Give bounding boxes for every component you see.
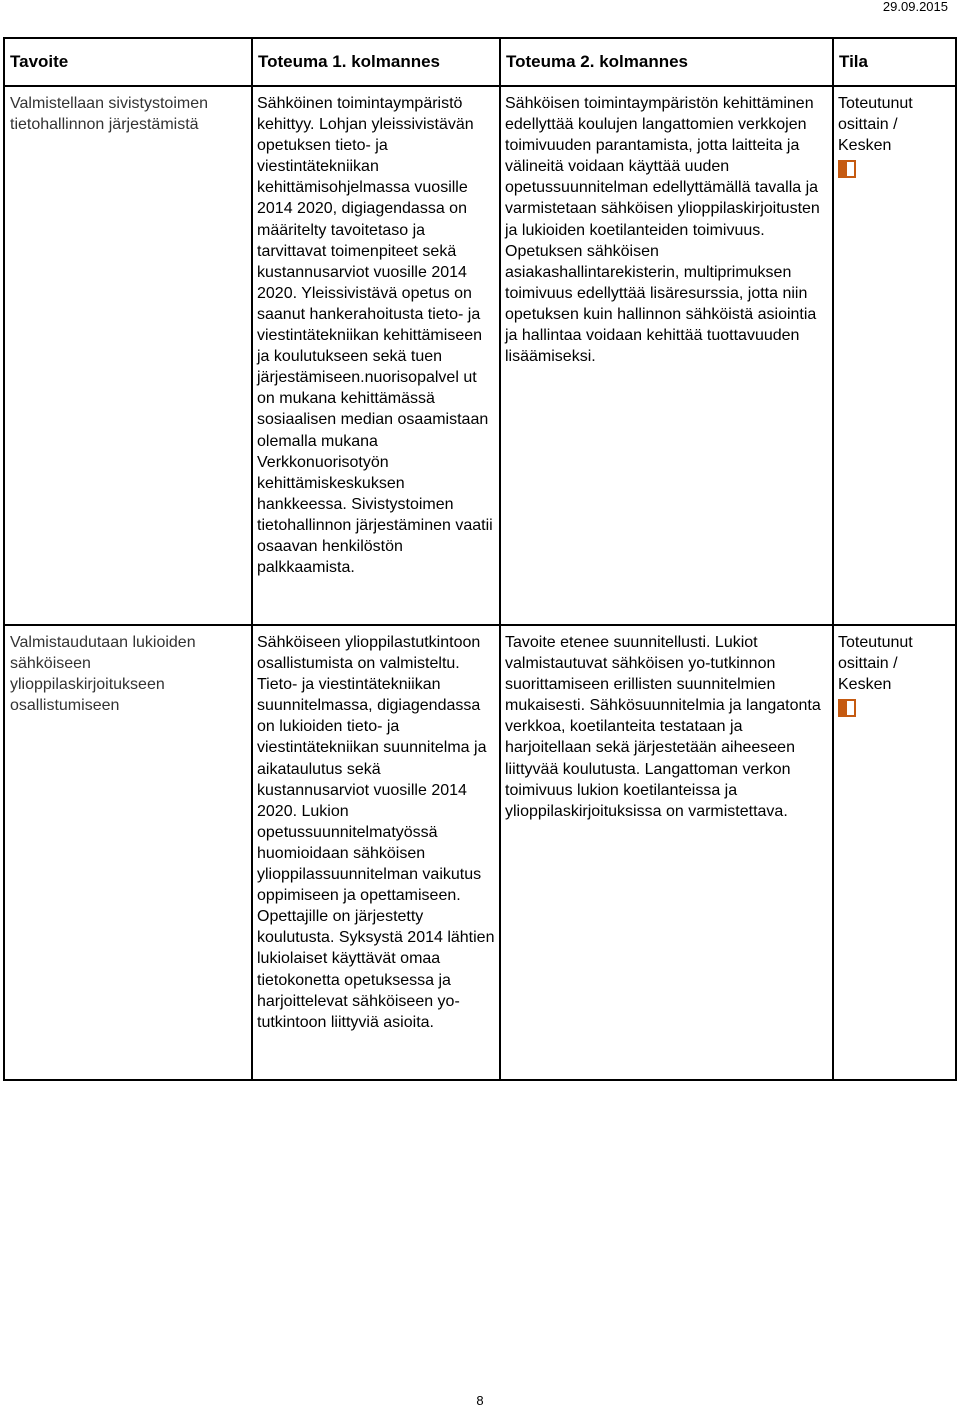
cell-toteuma2 xyxy=(500,86,833,625)
cell-tavoite xyxy=(4,625,252,1080)
status-text: Toteutunut osittain / Kesken xyxy=(838,634,913,694)
page-number: 8 xyxy=(476,1393,484,1408)
toteuma2-text: Tavoite etenee suunnitellusti. Lukiot valmistautuvat sähköisen yo-tutkinnon suorittamiseen erillisten suunnitelmien mukaisesti. Sähkösuunnitelmia ja langatonta verkkoa, koetilanteita testataan ja harjoitellaan sekä järjestetään aiheeseen liittyvää koulutusta. Langattoman verkon toimivuus lukion koetilanteissa ja ylioppilaskirjoituksissa on varmistettava. xyxy=(505,634,821,820)
status-text: Toteutunut osittain / Kesken xyxy=(838,95,913,155)
header-toteuma2: Toteuma 2. kolmannes xyxy=(500,38,833,86)
table-header-row xyxy=(4,38,956,86)
table-row xyxy=(4,86,956,625)
header-toteuma1: Toteuma 1. kolmannes xyxy=(252,38,500,86)
cell-tila xyxy=(833,86,956,625)
tavoite-text: Valmistaudutaan lukioiden sähköiseen ylioppilaskirjoitukseen osallistumiseen xyxy=(10,634,196,715)
table-row xyxy=(4,625,956,1080)
toteuma1-text: Sähköiseen ylioppilastutkintoon osallistumista on valmisteltu. Tieto- ja viestintätekniikan suunnitelmassa, digiagendassa on lukioiden tieto- ja viestintätekniikan suunnitelma ja aikataulutus sekä kustannusarviot vuosille 2014 2020. Lukion opetussuunnitelmatyössä huomioidaan sähköisen ylioppilassuunnitelman vaikutus oppimiseen ja opettamiseen. Opettajille on järjestetty koulutusta. Syksystä 2014 lähtien lukiolaiset käyttävät omaa tietokonetta opetuksessa ja harjoittelevat sähköiseen yo- tutkintoon liittyviä asioita. xyxy=(257,634,495,1031)
half-filled-square-icon xyxy=(838,699,856,717)
cell-toteuma1 xyxy=(252,86,500,625)
header-tavoite: Tavoite xyxy=(4,38,252,86)
cell-tila xyxy=(833,625,956,1080)
half-filled-square-icon xyxy=(838,160,856,178)
toteuma1-text: Sähköinen toimintaympäristö kehittyy. Lohjan yleissivistävän opetuksen tieto- ja viestintätekniikan kehittämisohjelmassa vuosille 2014 2020, digiagendassa on määritelty tavoitetaso ja tarvittavat toimenpiteet sekä kustannusarviot vuosille 2014 2020. Yleissivistävä opetus on saanut hankerahoitusta tieto- ja viestintätekniikan kehittämiseen ja koulutukseen sekä tuen järjestämiseen.nuorisopalvel ut on mukana kehittämässä sosiaalisen median osaamistaan olemalla mukana Verkkonuorisotyön kehittämiskeskuksen hankkeessa. Sivistystoimen tietohallinnon järjestäminen vaatii osaavan henkilöstön palkkaamista. xyxy=(257,95,493,577)
toteuma2-text: Sähköisen toimintaympäristön kehittäminen edellyttää koulujen langattomien verkkojen toimivuuden parantamista, jotta laitteita ja välineitä voidaan käyttää uuden opetussuunnitelman edellyttämällä tavalla ja varmistetaan sähköisen ylioppilaskirjoitusten ja lukioiden koetilanteiden toimivuus. Opetuksen sähköisen asiakashallintarekisterin, multiprimuksen toimivuus edellyttää lisäresurssia, jotta niin opetuksen kuin hallinnon sähköistä asiointia ja hallintaa voidaan kehittää tuottavuuden lisäämiseksi. xyxy=(505,95,820,366)
cell-toteuma1 xyxy=(252,625,500,1080)
cell-tavoite xyxy=(4,86,252,625)
cell-toteuma2 xyxy=(500,625,833,1080)
header-tila: Tila xyxy=(833,38,956,86)
page-date: 29.09.2015 xyxy=(882,0,948,14)
goals-table xyxy=(3,37,957,1081)
tavoite-text: Valmistellaan sivistystoimen tietohallinnon järjestämistä xyxy=(10,95,208,134)
